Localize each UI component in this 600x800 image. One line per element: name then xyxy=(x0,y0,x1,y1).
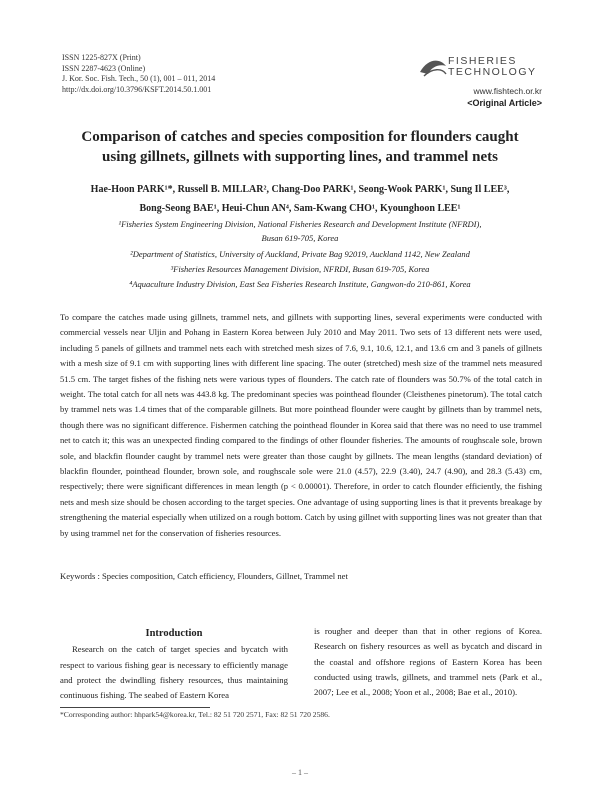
issn-print: ISSN 1225-827X (Print) xyxy=(62,53,141,62)
section-heading-introduction: Introduction xyxy=(145,628,203,639)
journal-url[interactable]: www.fishtech.or.kr xyxy=(473,86,542,96)
intro-paragraph-right: is rougher and deeper than that in other regions of Korea. Research on fishery resources as well as bycatch and discard in the coastal and offshore regions of Eastern Korea has been conducted using trawls, gillnets, and trammel nets (Park et al., 2007; Lee et al., 2008; Yoon et al., 2008; Bae et al., 2010). xyxy=(314,626,542,698)
affiliation-4: ⁴Aquaculture Industry Division, East Sea Fisheries Research Institute, Gangwon-do 210-861, Korea xyxy=(129,279,471,289)
doi-link[interactable]: http://dx.doi.org/10.3796/KSFT.2014.50.1.001 xyxy=(62,84,212,94)
authors-line-1: Hae-Hoon PARK¹*, Russell B. MILLAR², Chang-Doo PARK¹, Seong-Wook PARK¹, Sung Il LEE³, xyxy=(90,184,510,195)
journal-meta xyxy=(62,53,215,95)
abstract: To compare the catches made using gillnets, trammel nets, and gillnets with supporting lines, several experiments were conducted with commercial vessels near Uljin and Pohang in Eastern Korea between July 2010 and May 2011. Two sets of 13 different nets were used, including 5 panels of gillnets and trammel nets each with stretched mesh sizes of 7.6, 9.1, 10.6, 12.1, and 13.6 cm and 3 panels of gillnets with a mesh size of 9.1 cm with supporting lines with different line spacing. The outer (stretched) mesh size of the trammel nets measured 51.5 cm. The target fishes of the fishing nets were various types of flounders. The catch rate of flounders was 50.7% of the total catch in weight. The total catch for all nets was 443.8 kg. The predominant species was pointhead flounder (Cleisthenes pinetorum). The total catch by trammel nets was 1.4 times that of the comparable gillnets. But more pointhead flounder were caught by gillnets than by trammel nets, though there was no significant difference. Fishermen catching the pointhead flounder in Korea said that there was no need to use trammel net to catch it; this was an unexpected finding compared to the findings of other flounder fisheries. The amounts of roughscale sole, brown sole, and blackfin flounder caught by trammel nets were greater than those caught by gillnets. The mean lengths (standard deviation) of blackfin flounder, pointhead flounder, brown sole, and roughscale sole were 21.0 (4.57), 22.9 (3.40), 24.7 (4.90), and 28.3 (5.43) cm, respectively; there were significant differences in mean length (p < 0.00001). Therefore, in order to catch flounder efficiently, the fishing nets and mesh size should be chosen according to the target species. One advantage of using supporting lines is that it prevents breakage by strengthening the material especially when utilized on a rough bottom. Catch by using gillnet with supporting lines was not greater than that by using trammel net for the conservation of fisheries resources. xyxy=(60,312,542,538)
journal-logo xyxy=(448,56,537,78)
title-line-1: Comparison of catches and species composition for flounders caught xyxy=(81,129,519,145)
affiliation-1-city: Busan 619-705, Korea xyxy=(261,233,339,243)
footnote-divider xyxy=(60,707,210,708)
article-type: <Original Article> xyxy=(467,98,542,108)
affiliation-2: ²Department of Statistics, University of Auckland, Private Bag 92019, Auckland 1142, New Zealand xyxy=(130,249,470,259)
intro-right-column xyxy=(314,624,542,700)
intro-paragraph-left: Research on the catch of target species and bycatch with respect to various fishing gear is necessary to efficiently manage and protect the dwindling fishery resources, thus maintaining continuous fishing. The seabed of Eastern Korea xyxy=(60,644,288,701)
authors-line-2: Bong-Seong BAE¹, Heui-Chun AN⁴, Sam-Kwang CHO¹, Kyounghoon LEE¹ xyxy=(139,203,461,214)
issn-online: ISSN 2287-4623 (Online) xyxy=(62,63,146,73)
logo-line-1: FISHERIES xyxy=(448,55,517,67)
intro-left-column xyxy=(60,626,288,703)
logo-line-2: TECHNOLOGY xyxy=(448,66,537,78)
title-line-2: using gillnets, gillnets with supporting lines, and trammel nets xyxy=(102,149,498,165)
journal-citation: J. Kor. Soc. Fish. Tech., 50 (1), 001 – 011, 2014 xyxy=(62,74,216,83)
affiliation-1: ¹Fisheries System Engineering Division, National Fisheries Research and Development Institute (NFRDI), xyxy=(118,219,482,229)
corresponding-author-footnote: *Corresponding author: hhpark54@korea.kr, Tel.: 82 51 720 2571, Fax: 82 51 720 2586. xyxy=(60,710,330,719)
author-list xyxy=(60,180,540,218)
paper-title xyxy=(60,127,540,167)
page-number: – 1 – xyxy=(292,768,308,777)
affiliation-3: ³Fisheries Resources Management Division, NFRDI, Busan 619-705, Korea xyxy=(170,264,430,274)
keywords: Keywords : Species composition, Catch efficiency, Flounders, Gillnet, Trammel net xyxy=(60,571,348,581)
